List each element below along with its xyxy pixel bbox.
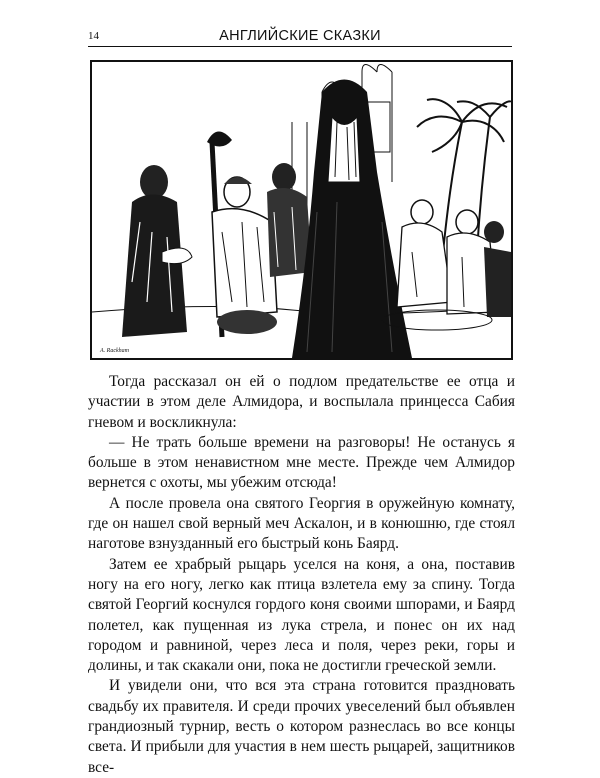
old-man-with-staff (207, 131, 277, 337)
paragraph: И увидели они, что вся эта страна готовится праздновать свадьбу их правителя. И среди прочих увеселений был объявлен грандиозный турнир, весть о котором разнеслась во все концы света. И прибыли для участия в нем шесть рыцарей, защитников все- (88, 677, 515, 776)
paragraph: — Не трать больше времени на разговоры! Не останусь я больше в этом ненавистном мне месте. Прежде чем Алмидор вернется с охоты, мы убежим отсюда! (88, 433, 515, 492)
artist-signature: A. Rackham (100, 348, 129, 354)
paragraph: Тогда рассказал он ей о подлом предательстве ее отца и участии в этом деле Алмидора, и воспылала принцесса Сабия гневом и воскликнула: (88, 373, 515, 431)
princess-figure (292, 80, 412, 359)
running-title: АНГЛИЙСКИЕ СКАЗКИ (219, 28, 381, 44)
paragraph: Затем ее храбрый рыцарь уселся на коня, а она, поставив ногу на его ногу, легко как птица взлетела ему за спину. Тогда святой Георгий коснулся гордого коня своими шпорами, и Баярд полетел, как пущенная из лука стрела, и понес он их над городом и равниной, через леса и поля, через реки, горы и долины, и так скакали они, пока не достигли греческой земли. (88, 555, 515, 675)
body-text (88, 372, 515, 778)
paragraph: А после провела она святого Георгия в оружейную комнату, где он нашел свой верный меч Аскалон, и в конюшню, где стоял наготове взнузданный его быстрый конь Баярд. (88, 494, 515, 553)
illustration (90, 60, 513, 360)
beggar-figure-left (122, 165, 192, 337)
page-number: 14 (88, 30, 99, 42)
hooded-figure-middle (267, 163, 312, 277)
page-header (88, 28, 512, 47)
illustration-drawing (92, 62, 511, 358)
